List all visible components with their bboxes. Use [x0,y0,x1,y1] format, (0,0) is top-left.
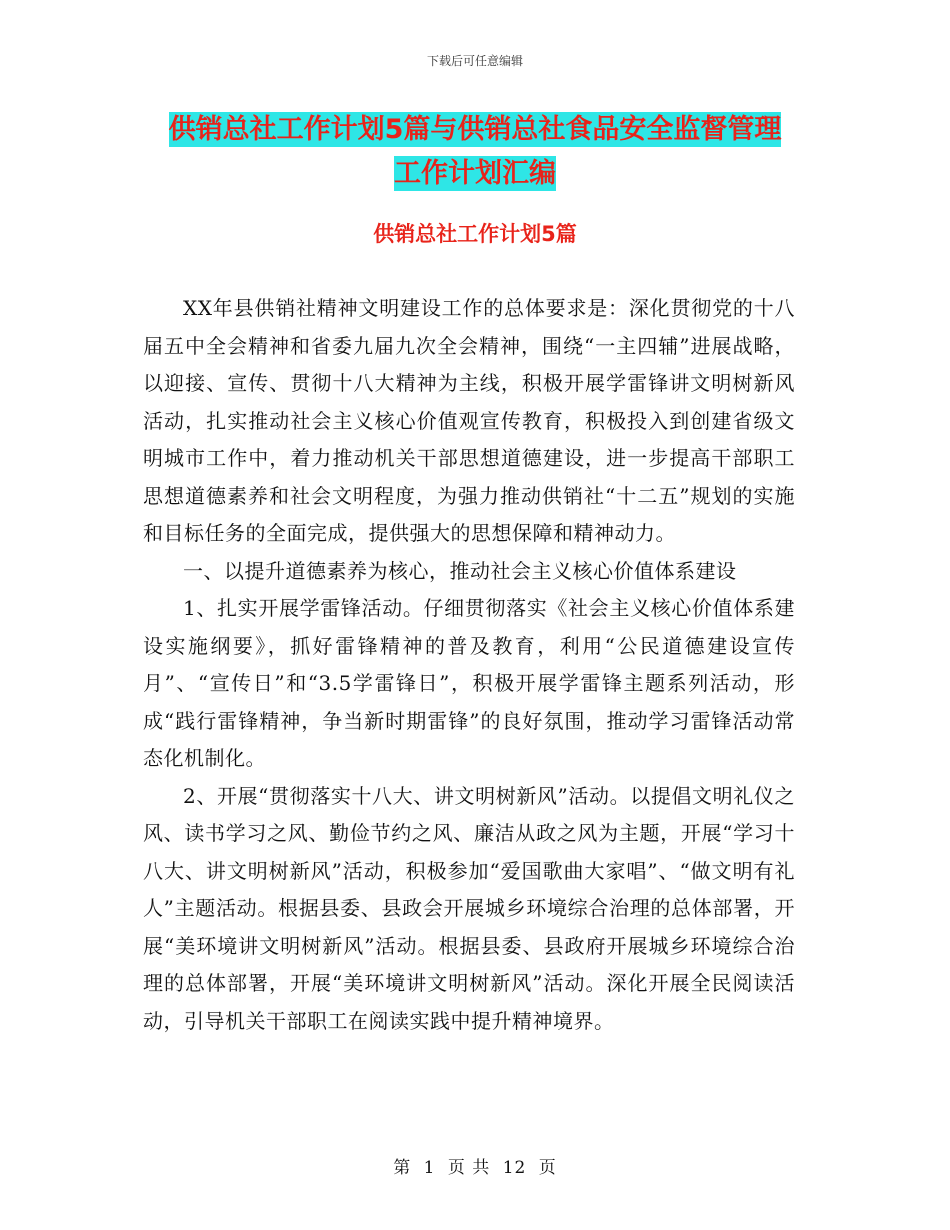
header-note: 下载后可任意编辑 [426,54,523,68]
page-total: 12 [502,1158,527,1178]
paragraph: XX年县供销社精神文明建设工作的总体要求是：深化贯彻党的十八届五中全会精神和省委九届九次全会精神，围绕“一主四辅”进展战略，以迎接、宣传、贯彻十八大精神为主线，积极开展学雷锋讲文明树新风活动，扎实推动社会主义核心价值观宣传教育，积极投入到创建省级文明城市工作中，着力推动机关干部思想道德建设，进一步提高干部职工思想道德素养和社会文明程度，为强力推动供销社“十二五”规划的实施和目标任务的全面完成，提供强大的思想保障和精神动力。 [143,296,795,545]
document-title-line2: 工作计划汇编 [394,158,556,189]
page-footer [0,1153,950,1178]
paragraph: 2、开展“贯彻落实十八大、讲文明树新风”活动。以提倡文明礼仪之风、读书学习之风、勤俭节约之风、廉洁从政之风为主题，开展“学习十八大、讲文明树新风”活动，积极参加“爱国歌曲大家唱”、“做文明有礼人”主题活动。根据县委、县政会开展城乡环境综合治理的总体部署，开展“美环境讲文明树新风”活动。根据县委、县政府开展城乡环境综合治理的总体部署，开展“美环境讲文明树新风”活动。深化开展全民阅读活动，引导机关干部职工在阅读实践中提升精神境界。 [143,783,795,1033]
paragraph: 1、扎实开展学雷锋活动。仔细贯彻落实《社会主义核心价值体系建设实施纲要》，抓好雷锋精神的普及教育，利用“公民道德建设宣传月”、“宣传日”和“3.5学雷锋日”，积极开展学雷锋主题系列活动，形成“践行雷锋精神，争当新时期雷锋”的良好氛围，推动学习雷锋活动常态化机制化。 [143,596,795,770]
paragraph: 一、以提升道德素养为核心，推动社会主义核心价值体系建设 [183,558,737,583]
page-suffix: 页 [538,1158,557,1178]
page-middle: 页 共 [447,1158,491,1178]
document-title-line1: 供销总社工作计划5篇与供销总社食品安全监督管理 [168,114,782,145]
document-body [143,290,795,1040]
document-title [0,108,950,196]
section-title: 供销总社工作计划5篇 [373,222,577,246]
page-current: 1 [423,1158,436,1178]
page-prefix: 第 [393,1158,412,1178]
